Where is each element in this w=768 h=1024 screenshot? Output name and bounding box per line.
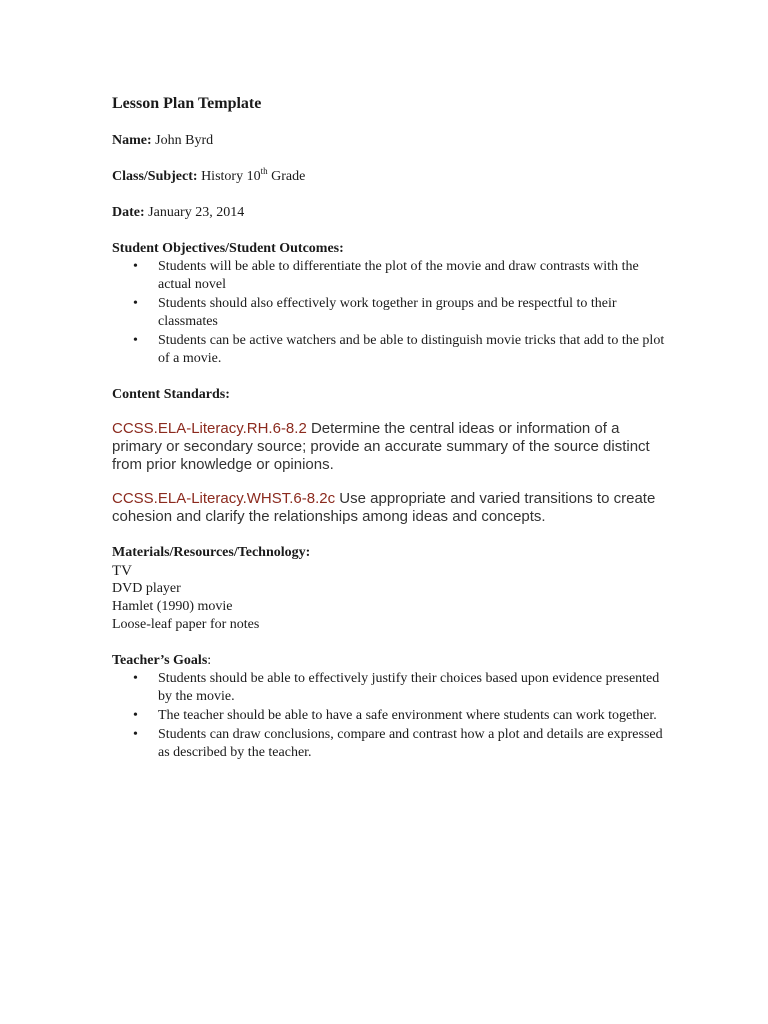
date-label: Date: bbox=[112, 205, 145, 220]
content-standard-item bbox=[112, 420, 672, 474]
teacher-goals-list bbox=[112, 670, 672, 762]
name-value: John Byrd bbox=[155, 133, 214, 148]
name-label: Name: bbox=[112, 133, 152, 148]
material-item: TV bbox=[112, 563, 132, 579]
standard-text: Determine the central ideas or information of a primary or secondary source; provide an accurate summary of the source distinct from prior knowledge or opinions. bbox=[112, 420, 650, 473]
bullet-icon: • bbox=[133, 671, 138, 686]
list-item-text: Students can draw conclusions, compare and contrast how a plot and details are expressed as described by the teacher. bbox=[158, 727, 663, 760]
bullet-icon: • bbox=[133, 296, 138, 311]
material-item: Loose-leaf paper for notes bbox=[112, 617, 260, 632]
teacher-goals-heading: Teacher’s Goals bbox=[112, 653, 208, 668]
list-item bbox=[112, 332, 672, 368]
class-subject-value-suffix: Grade bbox=[267, 169, 306, 184]
list-item bbox=[112, 258, 672, 294]
bullet-icon: • bbox=[133, 727, 138, 742]
class-subject-label: Class/Subject: bbox=[112, 169, 198, 184]
date-value: January 23, 2014 bbox=[148, 205, 245, 220]
bullet-icon: • bbox=[133, 333, 138, 348]
material-item: DVD player bbox=[112, 581, 181, 596]
list-item bbox=[112, 707, 672, 725]
document-title: Lesson Plan Template bbox=[112, 95, 262, 112]
material-item: Hamlet (1990) movie bbox=[112, 599, 233, 614]
objectives-heading: Student Objectives/Student Outcomes: bbox=[112, 241, 344, 256]
content-standards-heading: Content Standards: bbox=[112, 387, 230, 402]
class-subject-value-prefix: History 10 bbox=[201, 169, 261, 184]
list-item-text: Students will be able to differentiate the plot of the movie and draw contrasts with the actual novel bbox=[158, 259, 639, 292]
objectives-list bbox=[112, 258, 672, 368]
name-field bbox=[112, 132, 672, 150]
teacher-goals-heading-row bbox=[112, 652, 672, 670]
lesson-plan-page bbox=[112, 94, 672, 763]
list-item bbox=[112, 726, 672, 762]
date-field bbox=[112, 204, 672, 222]
list-item-text: Students should be able to effectively justify their choices based upon evidence presented by the movie. bbox=[158, 671, 660, 704]
list-item-text: The teacher should be able to have a safe environment where students can work together. bbox=[158, 708, 657, 723]
class-subject-value bbox=[201, 166, 306, 184]
bullet-icon: • bbox=[133, 708, 138, 723]
list-item bbox=[112, 295, 672, 331]
materials-heading: Materials/Resources/Technology: bbox=[112, 545, 311, 560]
list-item bbox=[112, 670, 672, 706]
standard-code: CCSS.ELA-Literacy.RH.6-8.2 bbox=[112, 420, 307, 437]
bullet-icon: • bbox=[133, 259, 138, 274]
list-item-text: Students should also effectively work together in groups and be respectful to their classmates bbox=[158, 296, 617, 329]
standard-text: Use appropriate and varied transitions to create cohesion and clarify the relationships among ideas and concepts. bbox=[112, 490, 656, 525]
list-item-text: Students can be active watchers and be able to distinguish movie tricks that add to the plot of a movie. bbox=[158, 333, 665, 366]
class-subject-superscript: th bbox=[260, 166, 268, 176]
standard-code: CCSS.ELA-Literacy.WHST.6-8.2c bbox=[112, 490, 336, 507]
content-standard-item bbox=[112, 490, 672, 526]
teacher-goals-heading-colon: : bbox=[207, 653, 212, 668]
class-subject-field bbox=[112, 168, 672, 186]
